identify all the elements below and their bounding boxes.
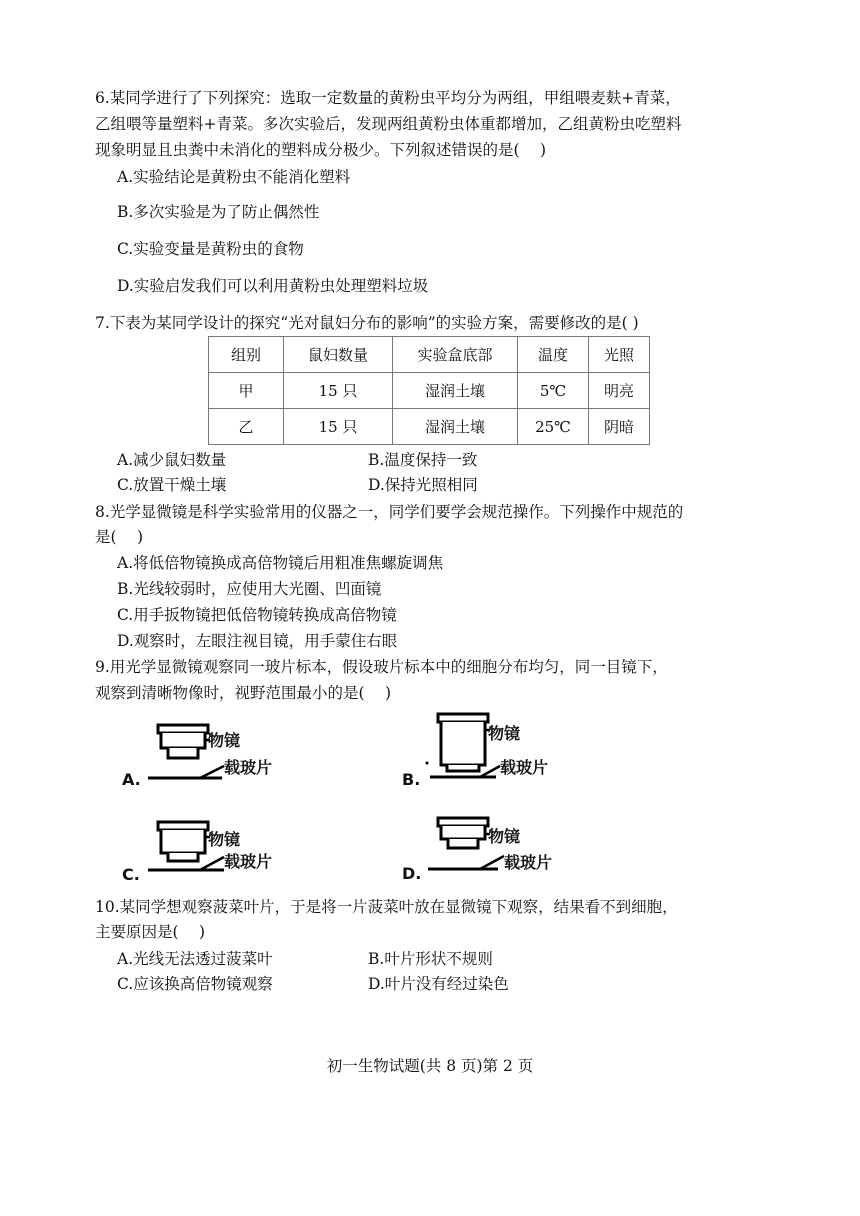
table-cell: 25℃ <box>518 409 589 445</box>
figure-letter-b: B. <box>402 770 421 789</box>
q7-stem: 7.下表为某同学设计的探究“光对鼠妇分布的影响”的实验方案，需要修改的是( ) <box>95 314 639 332</box>
objective-label-a: 物镜 <box>208 731 241 750</box>
objective-figure-d <box>400 812 580 888</box>
q7-option-d: D.保持光照相同 <box>368 476 478 494</box>
q6-stem-line-1: 6.某同学进行了下列探究：选取一定数量的黄粉虫平均分为两组，甲组喂麦麸+青菜， <box>95 89 681 107</box>
table-header-cell: 光照 <box>589 337 650 373</box>
table-header-cell: 温度 <box>518 337 589 373</box>
q10-stem-line-2: 主要原因是( ) <box>95 923 206 941</box>
slide-label-b: 载玻片 <box>500 758 549 777</box>
q9-stem-line-1: 9.用光学显微镜观察同一玻片标本，假设玻片标本中的细胞分布均匀，同一目镜下， <box>95 658 668 676</box>
objective-label-c: 物镜 <box>208 830 241 849</box>
figure-letter-a: A. <box>122 770 141 789</box>
table-header-cell: 实验盒底部 <box>393 337 518 373</box>
q10-stem-line-1: 10.某同学想观察菠菜叶片，于是将一片菠菜叶放在显微镜下观察，结果看不到细胞， <box>95 898 678 916</box>
q10-option-a: A.光线无法透过菠菜叶 <box>117 950 273 968</box>
table-header-cell: 鼠妇数量 <box>284 337 393 373</box>
table-row <box>209 373 650 409</box>
table-header-cell: 组别 <box>209 337 284 373</box>
q8-stem-line-2: 是( ) <box>95 528 144 546</box>
q6-option-b: B.多次实验是为了防止偶然性 <box>117 203 320 221</box>
table-cell: 阴暗 <box>589 409 650 445</box>
q6-option-d: D.实验启发我们可以利用黄粉虫处理塑料垃圾 <box>117 277 429 295</box>
q8-option-b: B.光线较弱时，应使用大光圈、凹面镜 <box>117 580 382 598</box>
q8-stem-line-1: 8.光学显微镜是科学实验常用的仪器之一，同学们要学会规范操作。下列操作中规范的 <box>95 503 684 521</box>
table-cell: 明亮 <box>589 373 650 409</box>
q8-option-d: D.观察时，左眼注视目镜，用手蒙住右眼 <box>117 632 398 650</box>
table-cell: 15 只 <box>284 373 393 409</box>
table-cell: 甲 <box>209 373 284 409</box>
slide-label-c: 载玻片 <box>224 852 273 871</box>
q9-stem-line-2: 观察到清晰物像时，视野范围最小的是( ) <box>95 684 392 702</box>
objective-figure-c <box>120 817 300 889</box>
objective-figure-a <box>120 718 300 798</box>
page-footer: 初一生物试题(共 8 页)第 2 页 <box>326 1057 534 1075</box>
table-cell: 乙 <box>209 409 284 445</box>
q6-stem-line-2: 乙组喂等量塑料+青菜。多次实验后，发现两组黄粉虫体重都增加，乙组黄粉虫吃塑料 <box>95 115 682 133</box>
q6-option-a: A.实验结论是黄粉虫不能消化塑料 <box>117 168 351 186</box>
q10-option-b: B.叶片形状不规则 <box>368 950 493 968</box>
table-row <box>209 409 650 445</box>
q7-option-b: B.温度保持一致 <box>368 451 478 469</box>
q7-option-a: A.减少鼠妇数量 <box>117 451 227 469</box>
figure-letter-d: D. <box>402 864 422 883</box>
q6-option-c: C.实验变量是黄粉虫的食物 <box>117 240 304 258</box>
objective-label-b: 物镜 <box>488 724 521 743</box>
q8-option-a: A.将低倍物镜换成高倍物镜后用粗准焦螺旋调焦 <box>117 554 444 572</box>
table-cell: 湿润土壤 <box>393 409 518 445</box>
objective-label-d: 物镜 <box>488 827 521 846</box>
objective-figure-b <box>400 710 580 800</box>
table-cell: 湿润土壤 <box>393 373 518 409</box>
q10-option-c: C.应该换高倍物镜观察 <box>117 975 273 993</box>
figure-letter-c: C. <box>122 865 140 884</box>
table-header-row <box>209 337 650 373</box>
q10-option-d: D.叶片没有经过染色 <box>368 975 509 993</box>
experiment-table <box>208 336 650 445</box>
q6-stem-line-3: 现象明显且虫粪中未消化的塑料成分极少。下列叙述错误的是( ) <box>95 141 547 159</box>
table-cell: 15 只 <box>284 409 393 445</box>
table-cell: 5℃ <box>518 373 589 409</box>
q8-option-c: C.用手扳物镜把低倍物镜转换成高倍物镜 <box>117 606 397 624</box>
q7-option-c: C.放置干燥土壤 <box>117 476 227 494</box>
slide-label-a: 载玻片 <box>224 758 273 777</box>
slide-label-d: 载玻片 <box>504 853 553 872</box>
